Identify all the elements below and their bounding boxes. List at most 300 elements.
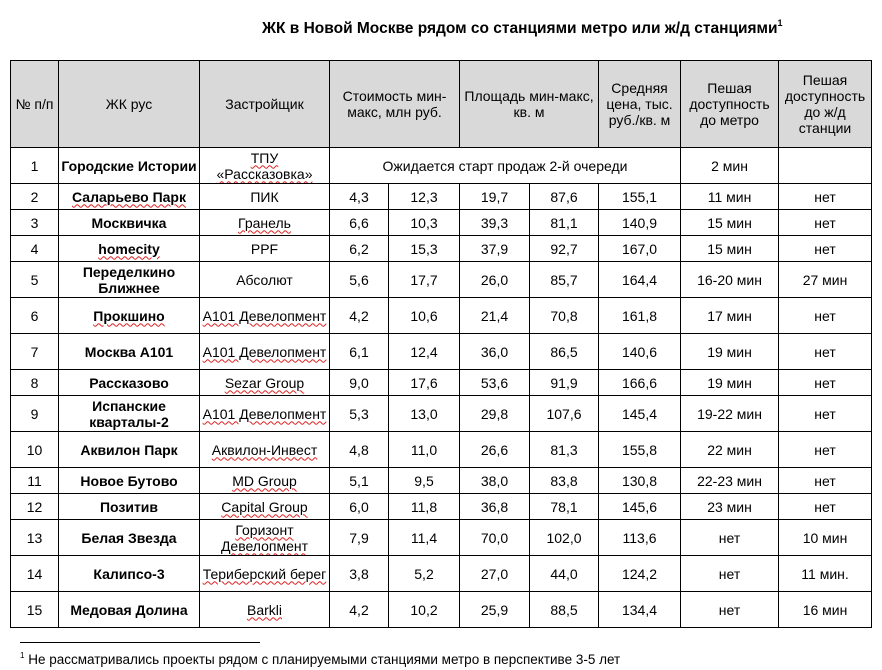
cell-name	[59, 262, 200, 298]
table-row	[11, 262, 872, 298]
cell-walk-metro	[681, 262, 779, 298]
footnote	[20, 652, 620, 667]
cell-area-max-text: 102,0	[546, 529, 582, 546]
cell-walk-rail	[779, 210, 872, 236]
cell-price-max-text: 5,2	[414, 565, 434, 582]
cell-num-text: 4	[30, 240, 39, 257]
cell-area-max	[530, 494, 599, 520]
cell-num-text: 13	[26, 529, 43, 546]
cell-avg-price	[599, 592, 681, 628]
cell-developer-text: Гранель	[238, 214, 291, 231]
cell-area-min-text: 36,8	[480, 498, 509, 515]
cell-walk-metro	[681, 494, 779, 520]
header-num: № п/п	[11, 61, 59, 148]
cell-area-min	[460, 494, 530, 520]
cell-num	[11, 520, 59, 556]
cell-price-max-text: 10,6	[410, 307, 438, 324]
cell-avg-price	[599, 432, 681, 468]
cell-area-min	[460, 184, 530, 210]
cell-walk-metro-text: 11 мин	[707, 188, 752, 205]
cell-developer-text: А101 Девелопмент	[202, 307, 327, 324]
cell-walk-rail	[779, 556, 872, 592]
cell-price-min	[330, 262, 389, 298]
cell-price-min	[330, 432, 389, 468]
cell-num	[11, 236, 59, 262]
cell-price-min	[330, 520, 389, 556]
cell-area-max-text: 91,9	[550, 374, 578, 391]
cell-num-text: 11	[27, 472, 42, 489]
cell-num-text: 12	[26, 498, 43, 515]
cell-area-min	[460, 396, 530, 432]
cell-walk-metro	[681, 556, 779, 592]
cell-name	[59, 298, 200, 334]
cell-name-text: Новое Бутово	[80, 472, 178, 489]
cell-num	[11, 370, 59, 396]
cell-avg-price-text: 124,2	[621, 565, 658, 582]
cell-num-text: 2	[30, 188, 39, 205]
cell-walk-metro	[681, 298, 779, 334]
cell-price-max-text: 10,3	[410, 214, 438, 231]
cell-developer-text: Capital Group	[221, 498, 308, 515]
cell-price-max	[389, 520, 460, 556]
cell-area-max	[530, 334, 599, 370]
cell-walk-rail	[779, 370, 872, 396]
cell-walk-rail	[779, 262, 872, 298]
cell-area-min-text: 38,0	[480, 472, 509, 489]
cell-price-min-text: 3,8	[349, 565, 369, 582]
cell-num	[11, 432, 59, 468]
cell-price-min-text: 7,9	[349, 529, 369, 546]
cell-developer-text: Териберский берег	[202, 565, 327, 582]
cell-price-min	[330, 556, 389, 592]
cell-area-max-text: 70,8	[550, 307, 578, 324]
cell-area-max	[530, 432, 599, 468]
cell-price-min-text: 4,2	[349, 307, 369, 324]
cell-avg-price-text: 130,8	[621, 472, 658, 489]
cell-avg-price-text: 145,6	[621, 498, 658, 515]
cell-num-text: 15	[26, 601, 43, 618]
cell-walk-rail-text: нет	[814, 374, 836, 391]
cell-walk-rail-text: нет	[814, 240, 836, 257]
cell-price-max-text: 11,0	[410, 441, 438, 458]
cell-walk-rail	[779, 494, 872, 520]
cell-price-max	[389, 468, 460, 494]
table-row	[11, 520, 872, 556]
cell-name: Городские Истории	[59, 148, 200, 184]
cell-price-max	[389, 370, 460, 396]
cell-price-max	[389, 556, 460, 592]
cell-num	[11, 494, 59, 520]
cell-price-min-text: 6,6	[349, 214, 369, 231]
cell-name-text: Саларьево Парк	[72, 188, 186, 205]
cell-area-max	[530, 520, 599, 556]
cell-price-max-text: 17,6	[410, 374, 438, 391]
cell-num-text: 10	[26, 441, 43, 458]
cell-walk-metro	[681, 334, 779, 370]
cell-area-min-text: 53,6	[480, 374, 509, 391]
cell-area-min-text: 25,9	[480, 601, 509, 618]
cell-price-max-text: 17,7	[410, 271, 438, 288]
cell-walk-metro-text: нет	[718, 529, 741, 546]
cell-walk-rail	[779, 236, 872, 262]
cell-walk-rail-text: 27 мин	[802, 271, 848, 288]
cell-area-min	[460, 334, 530, 370]
cell-price-max	[389, 334, 460, 370]
cell-developer	[200, 184, 330, 210]
cell-walk-rail-text: нет	[814, 307, 836, 324]
cell-num	[11, 592, 59, 628]
cell-name-text: Переделкино Ближнее	[82, 263, 176, 296]
cell-walk-rail	[779, 148, 872, 184]
cell-area-min-text: 70,0	[480, 529, 509, 546]
cell-developer-text: Аквилон-Инвест	[211, 441, 318, 458]
cell-avg-price-text: 155,1	[621, 188, 658, 205]
cell-price-min	[330, 210, 389, 236]
cell-walk-metro-text: 19-22 мин	[697, 405, 762, 422]
cell-price-min-text: 6,2	[349, 240, 369, 257]
cell-name-text: Прокшино	[93, 307, 165, 324]
cell-avg-price-text: 140,6	[621, 343, 658, 360]
cell-price-max	[389, 396, 460, 432]
cell-developer	[200, 396, 330, 432]
cell-avg-price	[599, 494, 681, 520]
cell-walk-metro	[681, 468, 779, 494]
cell-walk-metro-text: 19 мин	[707, 374, 752, 391]
header-price: Стоимость мин- макс, млн руб.	[330, 61, 460, 148]
cell-area-min-text: 19,7	[480, 188, 509, 205]
title-footnote-mark: 1	[777, 18, 783, 28]
cell-price-max-text: 10,2	[410, 601, 438, 618]
cell-area-max-text: 87,6	[550, 188, 578, 205]
cell-name-text: Калипсо-3	[93, 565, 165, 582]
cell-developer-text: Sezar Group	[224, 374, 305, 391]
cell-walk-rail	[779, 334, 872, 370]
cell-price-min	[330, 592, 389, 628]
cell-name-text: homecity	[98, 240, 160, 257]
header-area: Площадь мин-макс, кв. м	[460, 61, 599, 148]
cell-walk-rail-text: нет	[814, 214, 836, 231]
cell-area-min-text: 36,0	[480, 343, 509, 360]
cell-num-text: 6	[30, 307, 39, 324]
cell-price-min-text: 5,6	[349, 271, 369, 288]
table-row	[11, 370, 872, 396]
table-row	[11, 334, 872, 370]
header-name: ЖК рус	[59, 61, 200, 148]
footnote-divider	[20, 642, 260, 643]
cell-area-max-text: 81,1	[550, 214, 578, 231]
cell-price-min-text: 6,1	[349, 343, 369, 360]
cell-area-min	[460, 236, 530, 262]
cell-walk-metro	[681, 396, 779, 432]
cell-avg-price	[599, 298, 681, 334]
cell-price-min	[330, 236, 389, 262]
table-row	[11, 236, 872, 262]
cell-avg-price	[599, 468, 681, 494]
cell-developer-text: Горизонт Девелопмент	[220, 521, 309, 554]
cell-area-max-text: 85,7	[550, 271, 578, 288]
cell-walk-metro-text: 22 мин	[707, 441, 752, 458]
cell-developer	[200, 556, 330, 592]
cell-name	[59, 210, 200, 236]
cell-name	[59, 236, 200, 262]
cell-num-text: 3	[30, 214, 39, 231]
table-row	[11, 556, 872, 592]
cell-area-max-text: 88,5	[550, 601, 578, 618]
cell-num	[11, 396, 59, 432]
table-row	[11, 494, 872, 520]
cell-area-min	[460, 520, 530, 556]
cell-avg-price	[599, 396, 681, 432]
cell-developer	[200, 298, 330, 334]
cell-walk-metro-text: 19 мин	[707, 343, 752, 360]
cell-area-max	[530, 298, 599, 334]
cell-price-min-text: 4,2	[349, 601, 369, 618]
cell-num-text: 8	[30, 374, 39, 391]
cell-developer-text: А101 Девелопмент	[202, 405, 327, 422]
cell-price-max-text: 11,4	[410, 529, 438, 546]
cell-developer	[200, 592, 330, 628]
header-developer: Застройщик	[200, 61, 330, 148]
cell-area-max-text: 78,1	[550, 498, 578, 515]
cell-walk-rail-text: нет	[814, 343, 836, 360]
header-avg-price: Средняя цена, тыс. руб./кв. м	[599, 61, 681, 148]
cell-avg-price	[599, 236, 681, 262]
table-row	[11, 432, 872, 468]
cell-developer	[200, 148, 330, 184]
cell-walk-metro-text: 22-23 мин	[697, 472, 762, 489]
cell-walk-rail	[779, 592, 872, 628]
cell-walk-metro-text: 23 мин	[707, 498, 752, 515]
cell-area-min	[460, 298, 530, 334]
cell-price-max-text: 15,3	[410, 240, 438, 257]
cell-developer-text: MD Group	[232, 472, 297, 489]
cell-area-min-text: 39,3	[480, 214, 509, 231]
cell-area-min	[460, 262, 530, 298]
cell-name-text: Испанские кварталы-2	[89, 397, 169, 430]
cell-num	[11, 184, 59, 210]
cell-price-min-text: 6,0	[349, 498, 369, 515]
cell-name	[59, 520, 200, 556]
cell-avg-price	[599, 184, 681, 210]
cell-walk-rail-text: нет	[814, 405, 836, 422]
cell-walk-metro	[681, 236, 779, 262]
cell-walk-metro	[681, 210, 779, 236]
cell-num	[11, 468, 59, 494]
cell-name	[59, 468, 200, 494]
cell-walk-rail	[779, 432, 872, 468]
cell-price-max	[389, 592, 460, 628]
cell-area-min	[460, 592, 530, 628]
cell-price-max	[389, 236, 460, 262]
cell-price-max-text: 12,3	[410, 188, 438, 205]
cell-price-min	[330, 298, 389, 334]
document-title	[262, 20, 783, 38]
developer-text: ТПУ «Рассказовка»	[216, 149, 313, 182]
table-row	[11, 468, 872, 494]
table-row	[11, 396, 872, 432]
cell-num	[11, 334, 59, 370]
cell-area-max	[530, 396, 599, 432]
cell-avg-price	[599, 370, 681, 396]
cell-developer	[200, 494, 330, 520]
cell-num	[11, 298, 59, 334]
cell-avg-price-text: 155,8	[621, 441, 658, 458]
cell-name	[59, 432, 200, 468]
cell-walk-rail-text: нет	[814, 498, 836, 515]
cell-developer	[200, 236, 330, 262]
cell-avg-price-text: 167,0	[621, 240, 658, 257]
header-walk-rail: Пешая доступность до ж/д станции	[779, 61, 872, 148]
cell-walk-metro	[681, 370, 779, 396]
table-body	[11, 148, 872, 628]
cell-developer	[200, 262, 330, 298]
cell-area-min	[460, 468, 530, 494]
cell-price-min	[330, 396, 389, 432]
cell-price-min-text: 5,3	[349, 405, 369, 422]
cell-avg-price	[599, 556, 681, 592]
cell-price-max	[389, 262, 460, 298]
cell-name	[59, 184, 200, 210]
table-row	[11, 184, 872, 210]
cell-area-min-text: 26,6	[480, 441, 509, 458]
footnote-text: Не рассматривались проекты рядом с планируемыми станциями метро в перспективе 3-5 лет	[24, 652, 621, 667]
cell-avg-price-text: 161,8	[621, 307, 658, 324]
cell-area-min-text: 21,4	[480, 307, 509, 324]
cell-developer-text: ПИК	[250, 188, 279, 205]
cell-price-min	[330, 468, 389, 494]
cell-walk-rail	[779, 468, 872, 494]
cell-area-max	[530, 556, 599, 592]
cell-name-text: Аквилон Парк	[80, 441, 178, 458]
cell-avg-price	[599, 210, 681, 236]
cell-developer-text: PPF	[250, 240, 279, 257]
cell-developer	[200, 432, 330, 468]
cell-developer	[200, 520, 330, 556]
cell-note: Ожидается старт продаж 2-й очереди	[330, 148, 681, 184]
cell-developer	[200, 334, 330, 370]
cell-area-min	[460, 432, 530, 468]
cell-avg-price-text: 113,6	[622, 529, 657, 546]
cell-area-max	[530, 184, 599, 210]
cell-price-max	[389, 210, 460, 236]
header-walk-metro: Пешая доступность до метро	[681, 61, 779, 148]
cell-price-min-text: 5,1	[349, 472, 369, 489]
complexes-table	[10, 60, 872, 628]
cell-num	[11, 556, 59, 592]
cell-area-min-text: 37,9	[480, 240, 509, 257]
cell-num	[11, 210, 59, 236]
cell-area-max-text: 44,0	[550, 565, 578, 582]
cell-name-text: Москва А101	[84, 343, 174, 360]
cell-developer	[200, 370, 330, 396]
cell-area-max	[530, 592, 599, 628]
cell-price-min	[330, 334, 389, 370]
cell-walk-rail-text: нет	[814, 472, 836, 489]
cell-area-max	[530, 236, 599, 262]
cell-area-min	[460, 556, 530, 592]
cell-num-text: 9	[30, 405, 39, 422]
cell-avg-price	[599, 262, 681, 298]
cell-area-min-text: 26,0	[480, 271, 509, 288]
cell-name	[59, 370, 200, 396]
table-row	[11, 210, 872, 236]
cell-walk-metro-text: нет	[718, 565, 741, 582]
cell-name	[59, 396, 200, 432]
cell-area-min	[460, 370, 530, 396]
cell-area-max	[530, 468, 599, 494]
cell-avg-price	[599, 520, 681, 556]
cell-avg-price-text: 134,4	[621, 601, 658, 618]
table-header	[11, 61, 872, 148]
cell-area-max-text: 83,8	[550, 472, 578, 489]
cell-avg-price-text: 145,4	[621, 405, 658, 422]
cell-walk-rail	[779, 396, 872, 432]
cell-walk-metro	[681, 432, 779, 468]
cell-area-max-text: 107,6	[546, 405, 582, 422]
cell-area-min	[460, 210, 530, 236]
cell-walk-metro: 2 мин	[681, 148, 779, 184]
table-row	[11, 592, 872, 628]
cell-walk-rail-text: 11 мин.	[801, 565, 849, 582]
cell-price-min	[330, 494, 389, 520]
cell-developer	[200, 468, 330, 494]
cell-area-min-text: 29,8	[480, 405, 509, 422]
cell-price-min-text: 4,8	[349, 441, 369, 458]
cell-area-max-text: 86,5	[550, 343, 578, 360]
cell-developer	[200, 210, 330, 236]
table-row	[11, 148, 872, 184]
cell-name	[59, 494, 200, 520]
cell-name	[59, 556, 200, 592]
cell-walk-metro-text: 17 мин	[707, 307, 752, 324]
cell-price-max	[389, 432, 460, 468]
cell-walk-metro-text: 16-20 мин	[697, 271, 762, 288]
cell-area-max	[530, 262, 599, 298]
cell-walk-rail-text: 10 мин	[802, 529, 848, 546]
cell-walk-rail-text: нет	[814, 441, 836, 458]
cell-walk-metro	[681, 592, 779, 628]
cell-name	[59, 592, 200, 628]
cell-area-max	[530, 210, 599, 236]
cell-developer-text: А101 Девелопмент	[202, 343, 327, 360]
cell-name-text: Рассказово	[89, 374, 169, 391]
cell-walk-metro	[681, 520, 779, 556]
title-text: ЖК в Новой Москве рядом со станциями метро или ж/д станциями	[262, 20, 778, 37]
cell-walk-rail	[779, 520, 872, 556]
cell-num-text: 14	[26, 565, 43, 582]
cell-walk-metro-text: нет	[718, 601, 741, 618]
cell-walk-metro	[681, 184, 779, 210]
cell-price-max	[389, 184, 460, 210]
footnote-mark: 1	[20, 651, 25, 660]
cell-walk-rail-text: нет	[814, 188, 836, 205]
cell-walk-metro-text: 15 мин	[707, 240, 752, 257]
cell-price-max	[389, 298, 460, 334]
cell-walk-rail-text: 16 мин	[802, 601, 848, 618]
cell-price-min	[330, 184, 389, 210]
cell-avg-price-text: 140,9	[621, 214, 658, 231]
cell-developer-text: Абсолют	[236, 271, 293, 288]
cell-name-text: Москвичка	[91, 214, 167, 231]
cell-num-text: 5	[30, 271, 39, 288]
cell-price-max-text: 9,5	[414, 472, 434, 489]
cell-num: 1	[11, 148, 59, 184]
cell-area-max	[530, 370, 599, 396]
table-row	[11, 298, 872, 334]
cell-price-min	[330, 370, 389, 396]
cell-area-min-text: 27,0	[480, 565, 509, 582]
cell-name-text: Позитив	[99, 498, 159, 515]
